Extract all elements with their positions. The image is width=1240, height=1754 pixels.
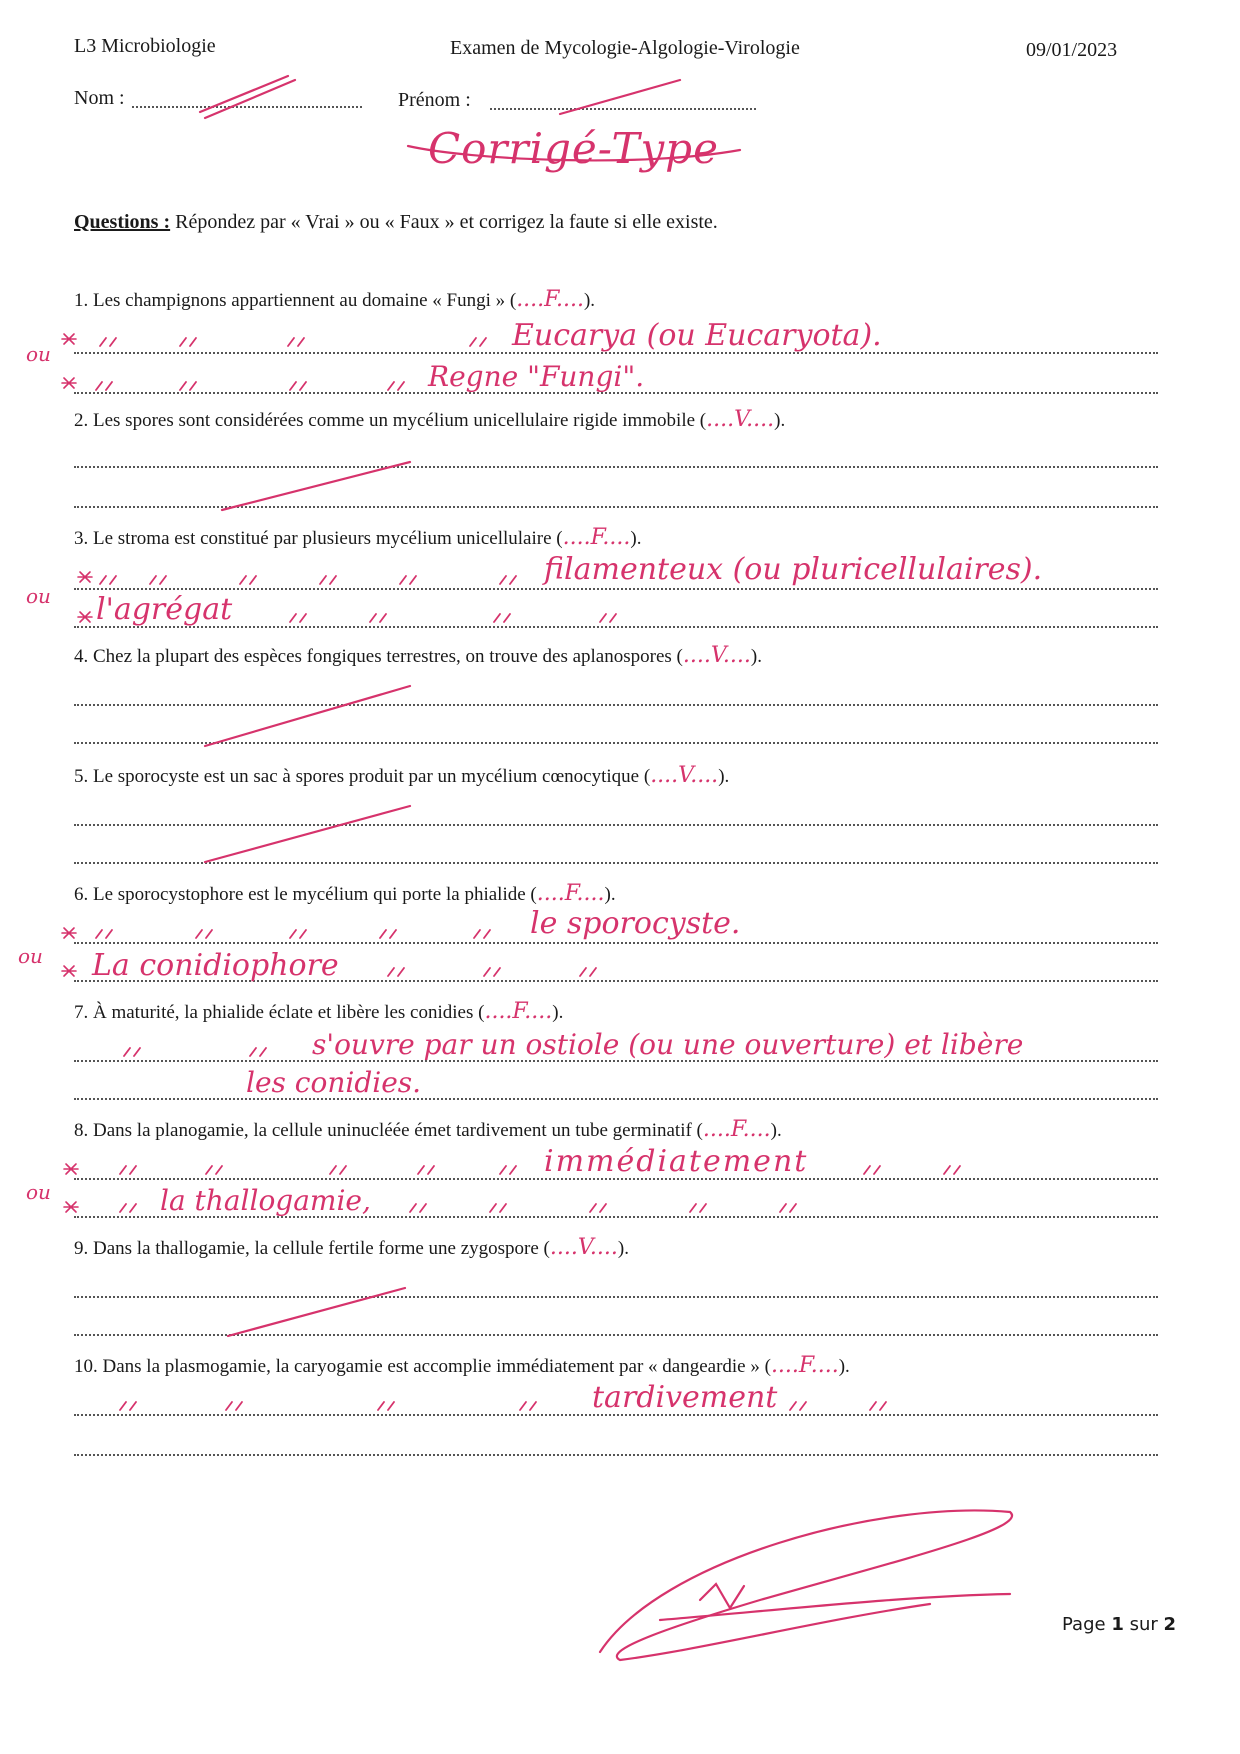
answer-line: [74, 704, 1158, 706]
correction-6b: La conidiophore: [92, 948, 339, 983]
question-text: 8. Dans la planogamie, la cellule uninucléée émet tardivement un tube germinatif (: [74, 1120, 703, 1141]
answer-mark: ....V....: [706, 407, 775, 432]
question-8: [74, 1118, 782, 1143]
answer-mark: ....F....: [536, 881, 605, 906]
answer-mark: ....F....: [770, 1353, 839, 1378]
question-close: ).: [552, 1002, 564, 1023]
question-1: [74, 288, 595, 313]
question-close: ).: [770, 1120, 782, 1141]
correction-1a: Eucarya (ou Eucaryota).: [512, 318, 882, 353]
page-number: [1062, 1614, 1176, 1635]
total-pages: 2: [1163, 1614, 1177, 1635]
question-3: [74, 526, 641, 551]
instructions-label: Questions :: [74, 211, 171, 233]
answer-line: [74, 742, 1158, 744]
question-text: 5. Le sporocyste est un sac à spores produit par un mycélium cœnocytique (: [74, 766, 651, 787]
question-6: [74, 882, 616, 907]
question-text: 4. Chez la plupart des espèces fongiques terrestres, on trouve des aplanospores (: [74, 646, 683, 667]
firstname-label: Prénom :: [398, 89, 471, 111]
question-text: 1. Les champignons appartiennent au domaine « Fungi » (: [74, 290, 517, 311]
question-close: ).: [630, 528, 642, 549]
answer-line: [74, 824, 1158, 826]
instructions: [74, 210, 718, 234]
correction-8b: la thallogamie,: [160, 1184, 371, 1217]
question-close: ).: [604, 884, 616, 905]
or-mark: ou: [18, 944, 43, 968]
answer-mark: ....F....: [516, 287, 584, 312]
answer-mark: ....F....: [484, 999, 553, 1024]
answer-line: [74, 506, 1158, 508]
question-10: [74, 1354, 850, 1379]
answer-mark: ....V....: [682, 643, 751, 668]
answer-line: [74, 466, 1158, 468]
exam-date: 09/01/2023: [1026, 39, 1118, 61]
question-text: 7. À maturité, la phialide éclate et libère les conidies (: [74, 1002, 485, 1023]
correction-6a: le sporocyste.: [530, 906, 741, 941]
answer-mark: ....F....: [562, 525, 631, 550]
page-middle: sur: [1123, 1614, 1164, 1635]
question-text: 10. Dans la plasmogamie, la caryogamie est accomplie immédiatement par « dangeardie » (: [74, 1356, 771, 1377]
question-text: 6. Le sporocystophore est le mycélium qui porte la phialide (: [74, 884, 537, 905]
or-mark: ou: [26, 1180, 51, 1204]
answer-line: [74, 588, 1158, 590]
answer-mark: ....F....: [702, 1117, 771, 1142]
correction-7b: les conidies.: [246, 1066, 422, 1099]
correction-1b: Regne "Fungi".: [428, 360, 645, 393]
or-mark: ou: [26, 584, 51, 608]
answer-line: [74, 626, 1158, 628]
correction-3a: filamenteux (ou pluricellulaires).: [544, 552, 1043, 587]
answer-mark: ....V....: [650, 763, 719, 788]
answer-line: [74, 862, 1158, 864]
question-7: [74, 1000, 563, 1025]
correction-8a: immédiatement: [544, 1144, 809, 1179]
question-close: ).: [774, 410, 786, 431]
corrige-type-title: Corrigé-Type: [428, 124, 719, 173]
answer-line: [74, 1454, 1158, 1456]
answer-line: [74, 1334, 1158, 1336]
page-prefix: Page: [1062, 1614, 1112, 1635]
current-page: 1: [1111, 1614, 1124, 1635]
name-label: Nom :: [74, 87, 125, 109]
question-5: [74, 764, 729, 789]
question-close: ).: [617, 1238, 629, 1259]
question-text: 9. Dans la thallogamie, la cellule fertile forme une zygospore (: [74, 1238, 550, 1259]
question-4: [74, 644, 762, 669]
or-mark: ou: [26, 342, 51, 366]
correction-3b: l'agrégat: [96, 592, 233, 627]
answer-line: [74, 942, 1158, 944]
question-close: ).: [583, 290, 596, 311]
instructions-text: Répondez par « Vrai » ou « Faux » et corrigez la faute si elle existe.: [175, 211, 718, 233]
firstname-field[interactable]: [490, 108, 756, 110]
name-field[interactable]: [132, 106, 362, 108]
answer-line: [74, 1098, 1158, 1100]
question-9: [74, 1236, 629, 1261]
course-level: L3 Microbiologie: [74, 35, 216, 57]
question-text: 2. Les spores sont considérées comme un mycélium unicellulaire rigide immobile (: [74, 410, 707, 431]
correction-7a: s'ouvre par un ostiole (ou une ouverture) et libère: [312, 1028, 1024, 1061]
exam-title: Examen de Mycologie-Algologie-Virologie: [450, 37, 800, 59]
answer-line: [74, 1296, 1158, 1298]
question-2: [74, 408, 785, 433]
correction-10a: tardivement: [592, 1380, 778, 1415]
question-text: 3. Le stroma est constitué par plusieurs mycélium unicellulaire (: [74, 528, 563, 549]
question-close: ).: [718, 766, 730, 787]
question-close: ).: [838, 1356, 850, 1377]
answer-mark: ....V....: [549, 1235, 618, 1260]
question-close: ).: [750, 646, 762, 667]
